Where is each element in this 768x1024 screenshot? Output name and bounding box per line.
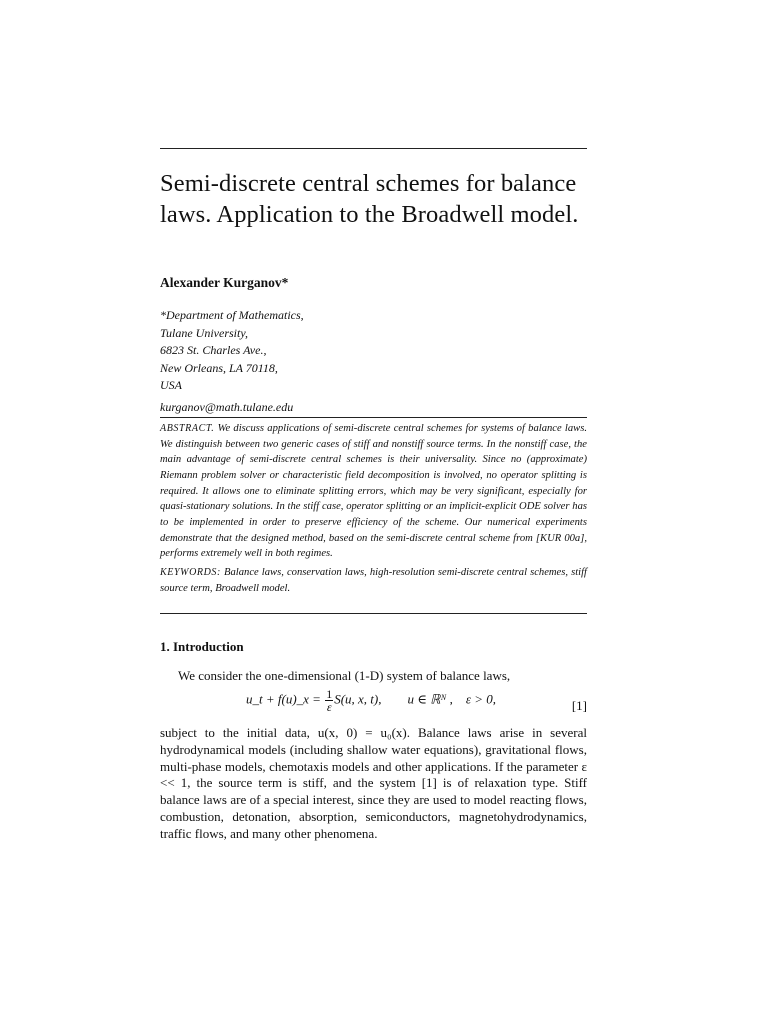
affiliation-line: USA [160,378,182,392]
affiliation-line: New Orleans, LA 70118, [160,360,278,375]
equation-rhs: S(u, x, t), [334,691,382,707]
author-name: Alexander Kurganov* [160,275,289,290]
abstract-bottom-rule [160,613,587,614]
intro-paragraph: subject to the initial data, u(x, 0) = u₀(x). Balance laws arise in several hydrodynamical models (including shallow water equations), gravitational flows, multi-phase models, chemotaxis models and other applications. If the parameter ε << 1, the source term is stiff, and the system [1] is of relaxation type. Stiff balance laws are of a special interest, since they are used to model reacting flows, combustion, detonation, absorption, semiconductors, magnetohydrodynamics, traffic flows, and many other phenomena. [160,725,587,841]
keywords-text: Balance laws, conservation laws, high-resolution semi-discrete central schemes, stiff source term, Broadwell model. [160,566,587,594]
affiliation-line: Tulane University, [160,325,248,340]
abstract-label: ABSTRACT. [160,423,215,434]
abstract-text: We discuss applications of semi-discrete central schemes for systems of balance laws. We distinguish between two generic cases of stiff and nonstiff source terms. In the nonstiff case, the main advantage of semi-discrete central schemes is their universality. Since no (approximate) Riemann problem solver or characteristic field decomposition is involved, no operator splitting is required. It allows one to eliminate splitting errors, which may be very significant, especially for quasi-stationary solutions. In the stiff case, operator splitting or an implicit-explicit ODE solver has to be implemented in order to preserve efficiency of the scheme. Our numerical experiments demonstrate that the designed method, based on the semi-discrete central scheme from [KUR 00a], performs extremely well in both regimes. [160,423,588,560]
fraction-numerator: 1 [326,687,333,701]
equation-body [246,688,496,713]
intro-first-line: We consider the one-dimensional (1-D) system of balance laws, [178,668,511,683]
author-email: kurganov@math.tulane.edu [160,399,294,414]
keywords-paragraph [160,565,587,596]
abstract-top-rule [160,417,587,418]
equation-number: [1] [571,698,587,713]
section-heading: 1. Introduction [160,639,244,654]
equation-1 [160,688,587,724]
affiliation-line: 6823 St. Charles Ave., [160,343,267,357]
equation-lhs: u_t + f(u)_x = [246,691,321,707]
abstract-block [160,421,587,596]
equation-fraction [325,688,333,713]
fraction-denominator: ε [326,700,332,714]
affiliation-line: *Department of Mathematics, [160,308,304,322]
paper-title: Semi-discrete central schemes for balance laws. Application to the Broadwell model. [160,170,579,228]
top-rule [160,148,587,149]
equation-domain: u ∈ ℝᴺ , [407,691,453,707]
equation-condition: ε > 0, [465,691,497,707]
affiliation-block [160,307,460,416]
abstract-paragraph [160,421,587,562]
keywords-label: KEYWORDS: [160,566,221,578]
